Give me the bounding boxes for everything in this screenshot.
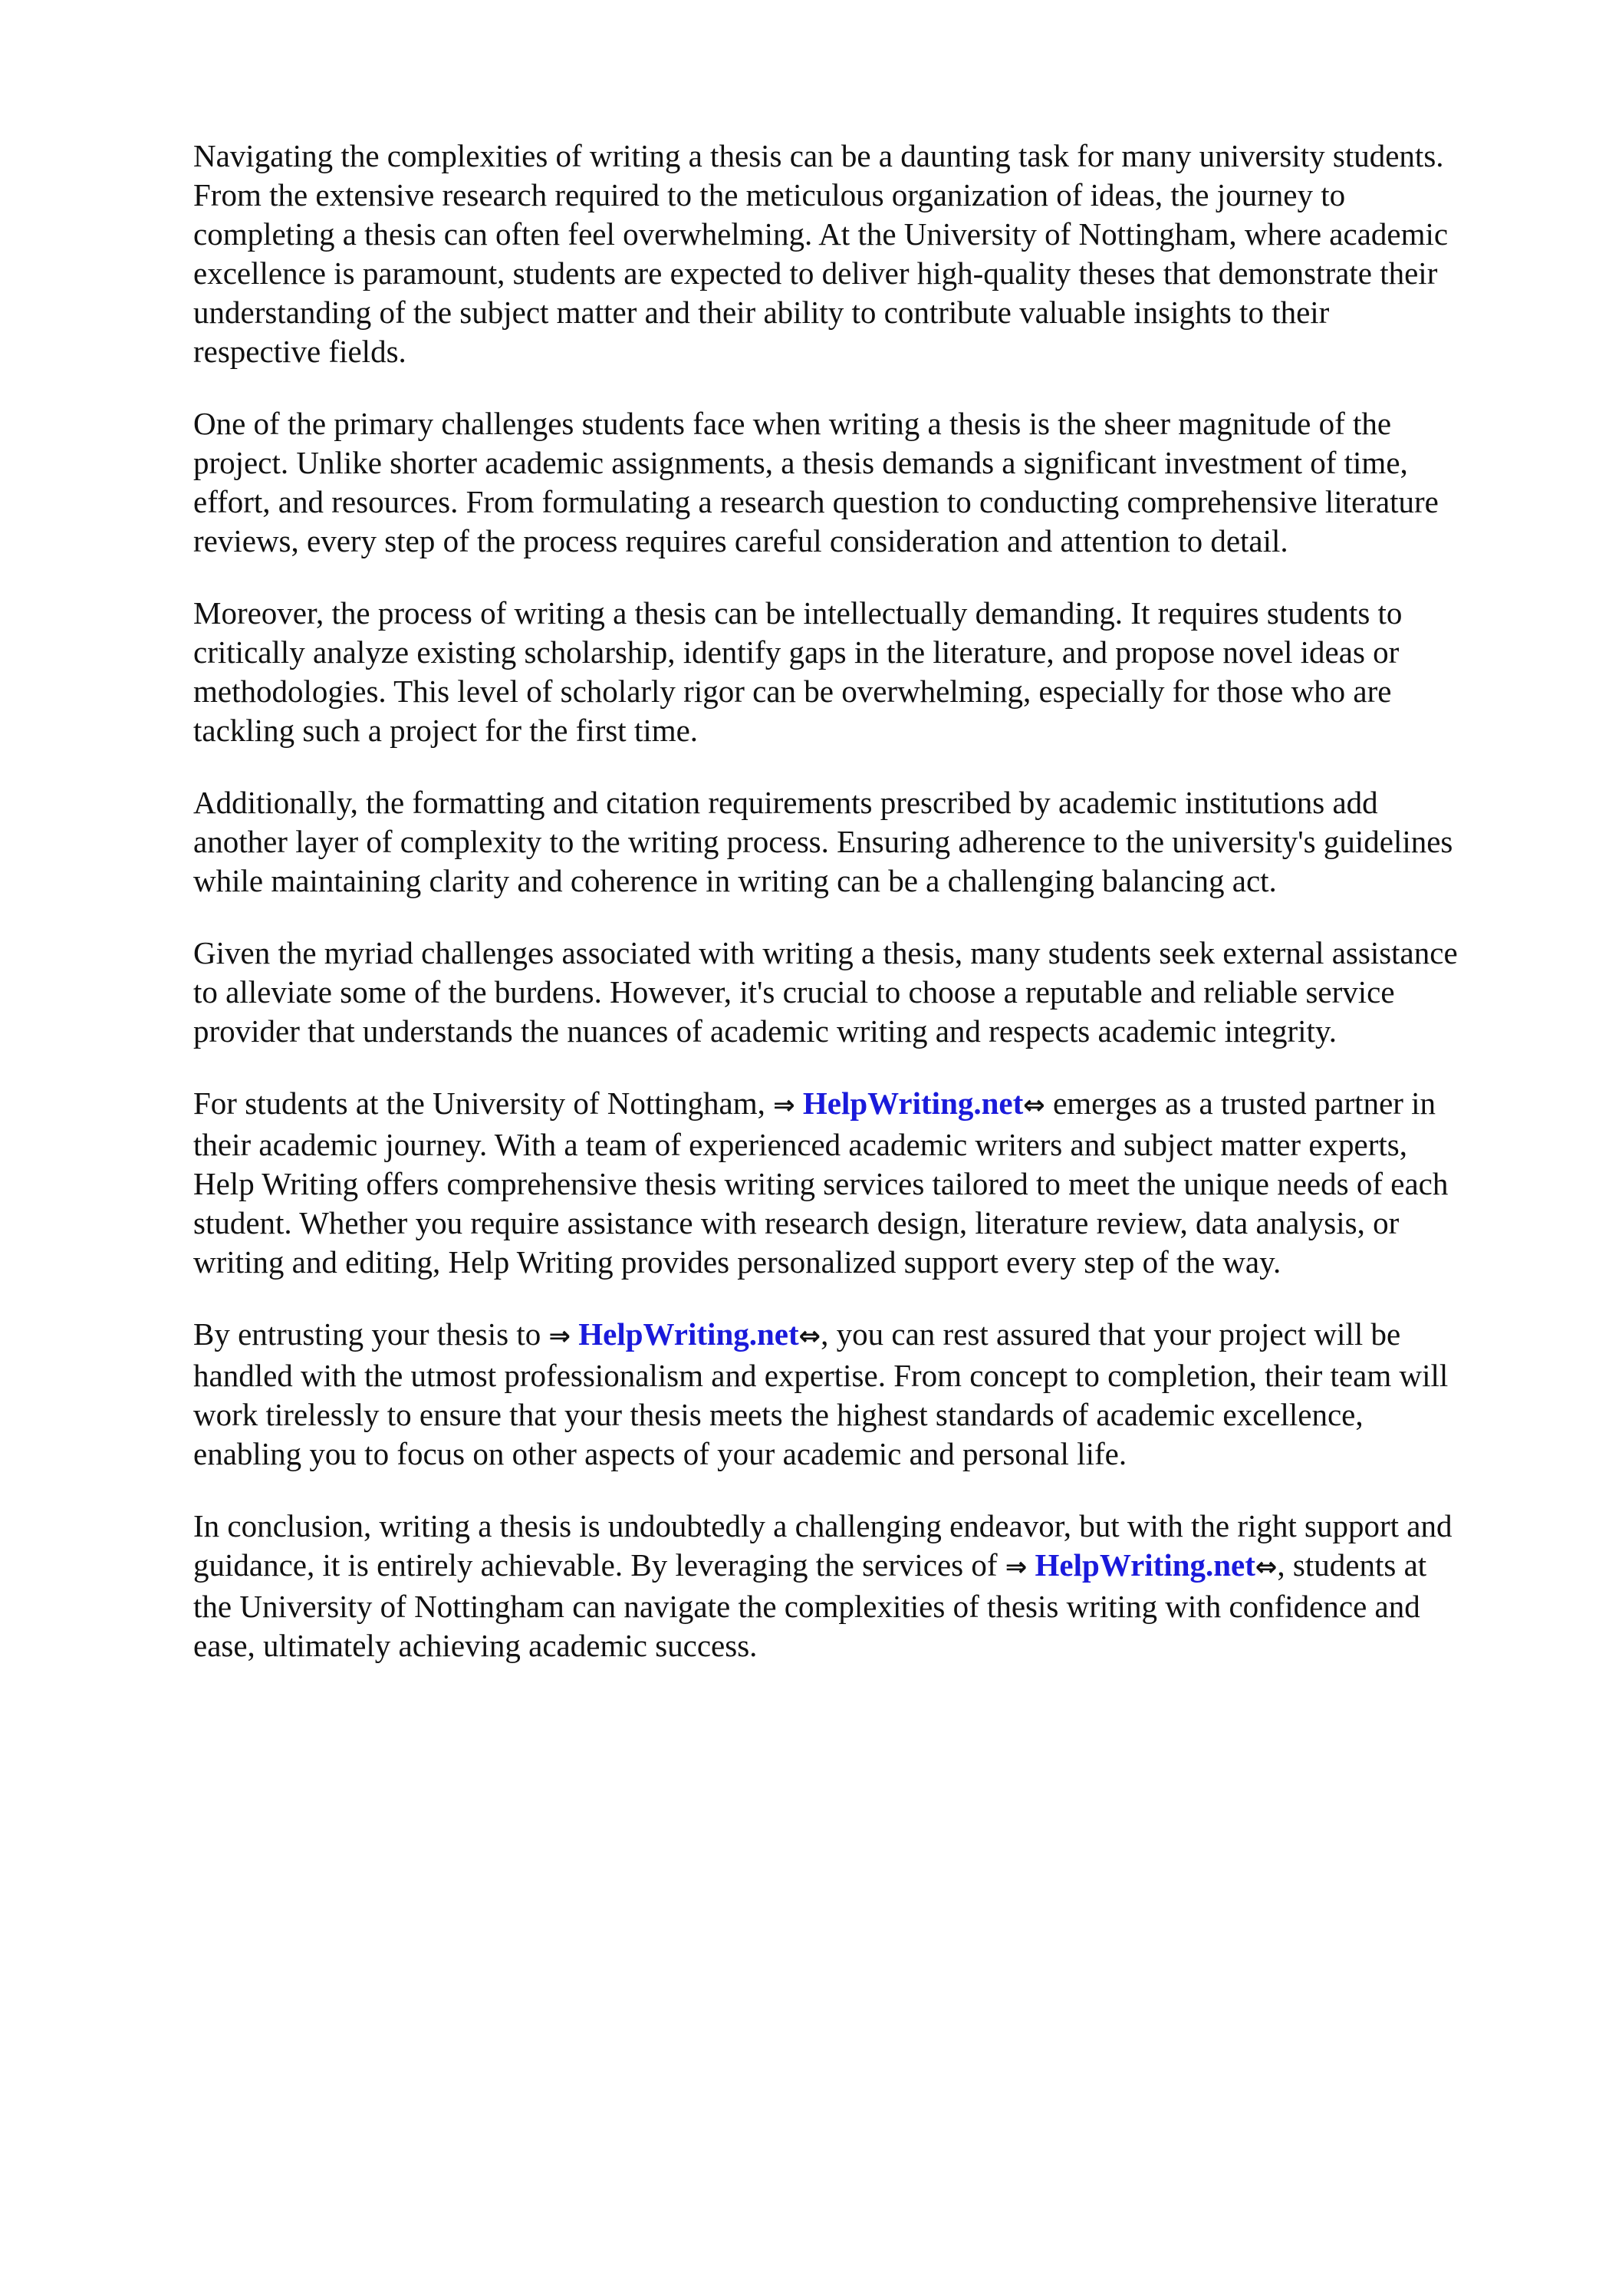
text-line [193, 1356, 1574, 1395]
text-segment: Given the myriad challenges associated with writing a thesis, many students seek external assistance [193, 935, 1458, 970]
text-segment: critically analyze existing scholarship, identify gaps in the literature, and propose novel ideas or [193, 634, 1400, 670]
text-line [193, 934, 1574, 973]
text-line [193, 404, 1574, 443]
text-segment: provider that understands the nuances of academic writing and respects academic integrity. [193, 1013, 1337, 1049]
paragraph [193, 137, 1574, 371]
text-segment: , you can rest assured that your project will be [821, 1316, 1401, 1352]
text-line [193, 176, 1574, 215]
text-segment: By entrusting your thesis to [193, 1316, 549, 1352]
text-segment: the University of Nottingham can navigate the complexities of thesis writing with confidence and [193, 1589, 1420, 1624]
text-line [193, 483, 1574, 522]
paragraph [193, 783, 1574, 901]
text-line [193, 1435, 1574, 1474]
text-segment: to alleviate some of the burdens. However, it's crucial to choose a reputable and reliable service [193, 974, 1395, 1010]
text-line [193, 293, 1574, 332]
text-segment: tackling such a project for the first time. [193, 713, 699, 748]
text-line [193, 215, 1574, 254]
document-body [193, 137, 1574, 1698]
text-segment [795, 1085, 803, 1121]
text-line [193, 594, 1574, 633]
text-segment: excellence is paramount, students are expected to deliver high-quality theses that demonstrate their [193, 255, 1438, 291]
text-line [193, 672, 1574, 711]
text-line [193, 254, 1574, 293]
text-line [193, 1204, 1574, 1243]
text-line [193, 1626, 1574, 1665]
text-segment: handled with the utmost professionalism and expertise. From concept to completion, their team will [193, 1358, 1449, 1393]
text-segment: writing and editing, Help Writing provides personalized support every step of the way. [193, 1244, 1281, 1280]
text-segment: Help Writing offers comprehensive thesis writing services tailored to meet the unique needs of each [193, 1166, 1449, 1201]
text-line [193, 822, 1574, 861]
text-line [193, 1243, 1574, 1282]
text-line [193, 1084, 1574, 1125]
text-segment: Moreover, the process of writing a thesis can be intellectually demanding. It requires students to [193, 595, 1403, 631]
text-segment [571, 1316, 578, 1352]
text-segment: enabling you to focus on other aspects of your academic and personal life. [193, 1436, 1127, 1471]
paragraph [193, 1507, 1574, 1665]
paragraph [193, 1315, 1574, 1474]
text-segment: guidance, it is entirely achievable. By leveraging the services of [193, 1547, 1005, 1583]
text-segment [1027, 1547, 1035, 1583]
paragraph [193, 404, 1574, 561]
helpwriting-link[interactable]: HelpWriting.net [802, 1085, 1024, 1121]
paragraph [193, 594, 1574, 750]
text-line [193, 1012, 1574, 1051]
text-line [193, 1507, 1574, 1546]
text-segment: Navigating the complexities of writing a thesis can be a daunting task for many university students. [193, 138, 1444, 173]
text-segment: understanding of the subject matter and their ability to contribute valuable insights to their [193, 295, 1330, 330]
text-segment: reviews, every step of the process requires careful consideration and attention to detail. [193, 523, 1288, 558]
right-arrow-icon: ⇒ [548, 1321, 571, 1352]
text-segment: For students at the University of Nottingham, [193, 1085, 774, 1121]
helpwriting-link[interactable]: HelpWriting.net [1035, 1547, 1255, 1583]
text-segment: ease, ultimately achieving academic success. [193, 1628, 758, 1663]
text-segment: From the extensive research required to the meticulous organization of ideas, the journey to [193, 177, 1346, 212]
text-segment: their academic journey. With a team of experienced academic writers and subject matter experts, [193, 1127, 1407, 1162]
text-segment: work tirelessly to ensure that your thesis meets the highest standards of academic excellence, [193, 1397, 1364, 1432]
text-line [193, 783, 1574, 822]
text-segment: In conclusion, writing a thesis is undoubtedly a challenging endeavor, but with the right support and [193, 1508, 1453, 1543]
paragraph [193, 1084, 1574, 1282]
text-segment: completing a thesis can often feel overwhelming. At the University of Nottingham, where academic [193, 216, 1449, 252]
text-line [193, 137, 1574, 176]
left-right-arrow-icon: ⇔ [1255, 1552, 1278, 1583]
right-arrow-icon: ⇒ [773, 1090, 795, 1121]
text-line [193, 1546, 1574, 1587]
right-arrow-icon: ⇒ [1005, 1552, 1028, 1583]
text-segment: student. Whether you require assistance with research design, literature review, data analysis, or [193, 1205, 1400, 1240]
text-segment: another layer of complexity to the writing process. Ensuring adherence to the university's guidelines [193, 824, 1453, 859]
text-segment: emerges as a trusted partner in [1045, 1085, 1436, 1121]
text-segment: effort, and resources. From formulating a research question to conducting comprehensive literature [193, 484, 1439, 519]
text-line [193, 443, 1574, 483]
text-line [193, 973, 1574, 1012]
text-segment: respective fields. [193, 334, 406, 369]
left-right-arrow-icon: ⇔ [798, 1321, 821, 1352]
text-segment: project. Unlike shorter academic assignments, a thesis demands a significant investment of time, [193, 445, 1408, 480]
text-line [193, 633, 1574, 672]
text-line [193, 1315, 1574, 1356]
text-segment: , students at [1277, 1547, 1427, 1583]
paragraph [193, 934, 1574, 1051]
text-line [193, 1395, 1574, 1435]
text-line [193, 711, 1574, 750]
text-line [193, 332, 1574, 371]
text-line [193, 522, 1574, 561]
text-line [193, 861, 1574, 901]
left-right-arrow-icon: ⇔ [1023, 1090, 1045, 1121]
text-line [193, 1125, 1574, 1164]
text-segment: while maintaining clarity and coherence in writing can be a challenging balancing act. [193, 863, 1277, 898]
text-segment: One of the primary challenges students face when writing a thesis is the sheer magnitude of the [193, 406, 1392, 441]
text-segment: Additionally, the formatting and citation requirements prescribed by academic institutions add [193, 785, 1378, 820]
text-line [193, 1164, 1574, 1204]
text-segment: methodologies. This level of scholarly rigor can be overwhelming, especially for those who are [193, 674, 1392, 709]
text-line [193, 1587, 1574, 1626]
helpwriting-link[interactable]: HelpWriting.net [578, 1316, 799, 1352]
